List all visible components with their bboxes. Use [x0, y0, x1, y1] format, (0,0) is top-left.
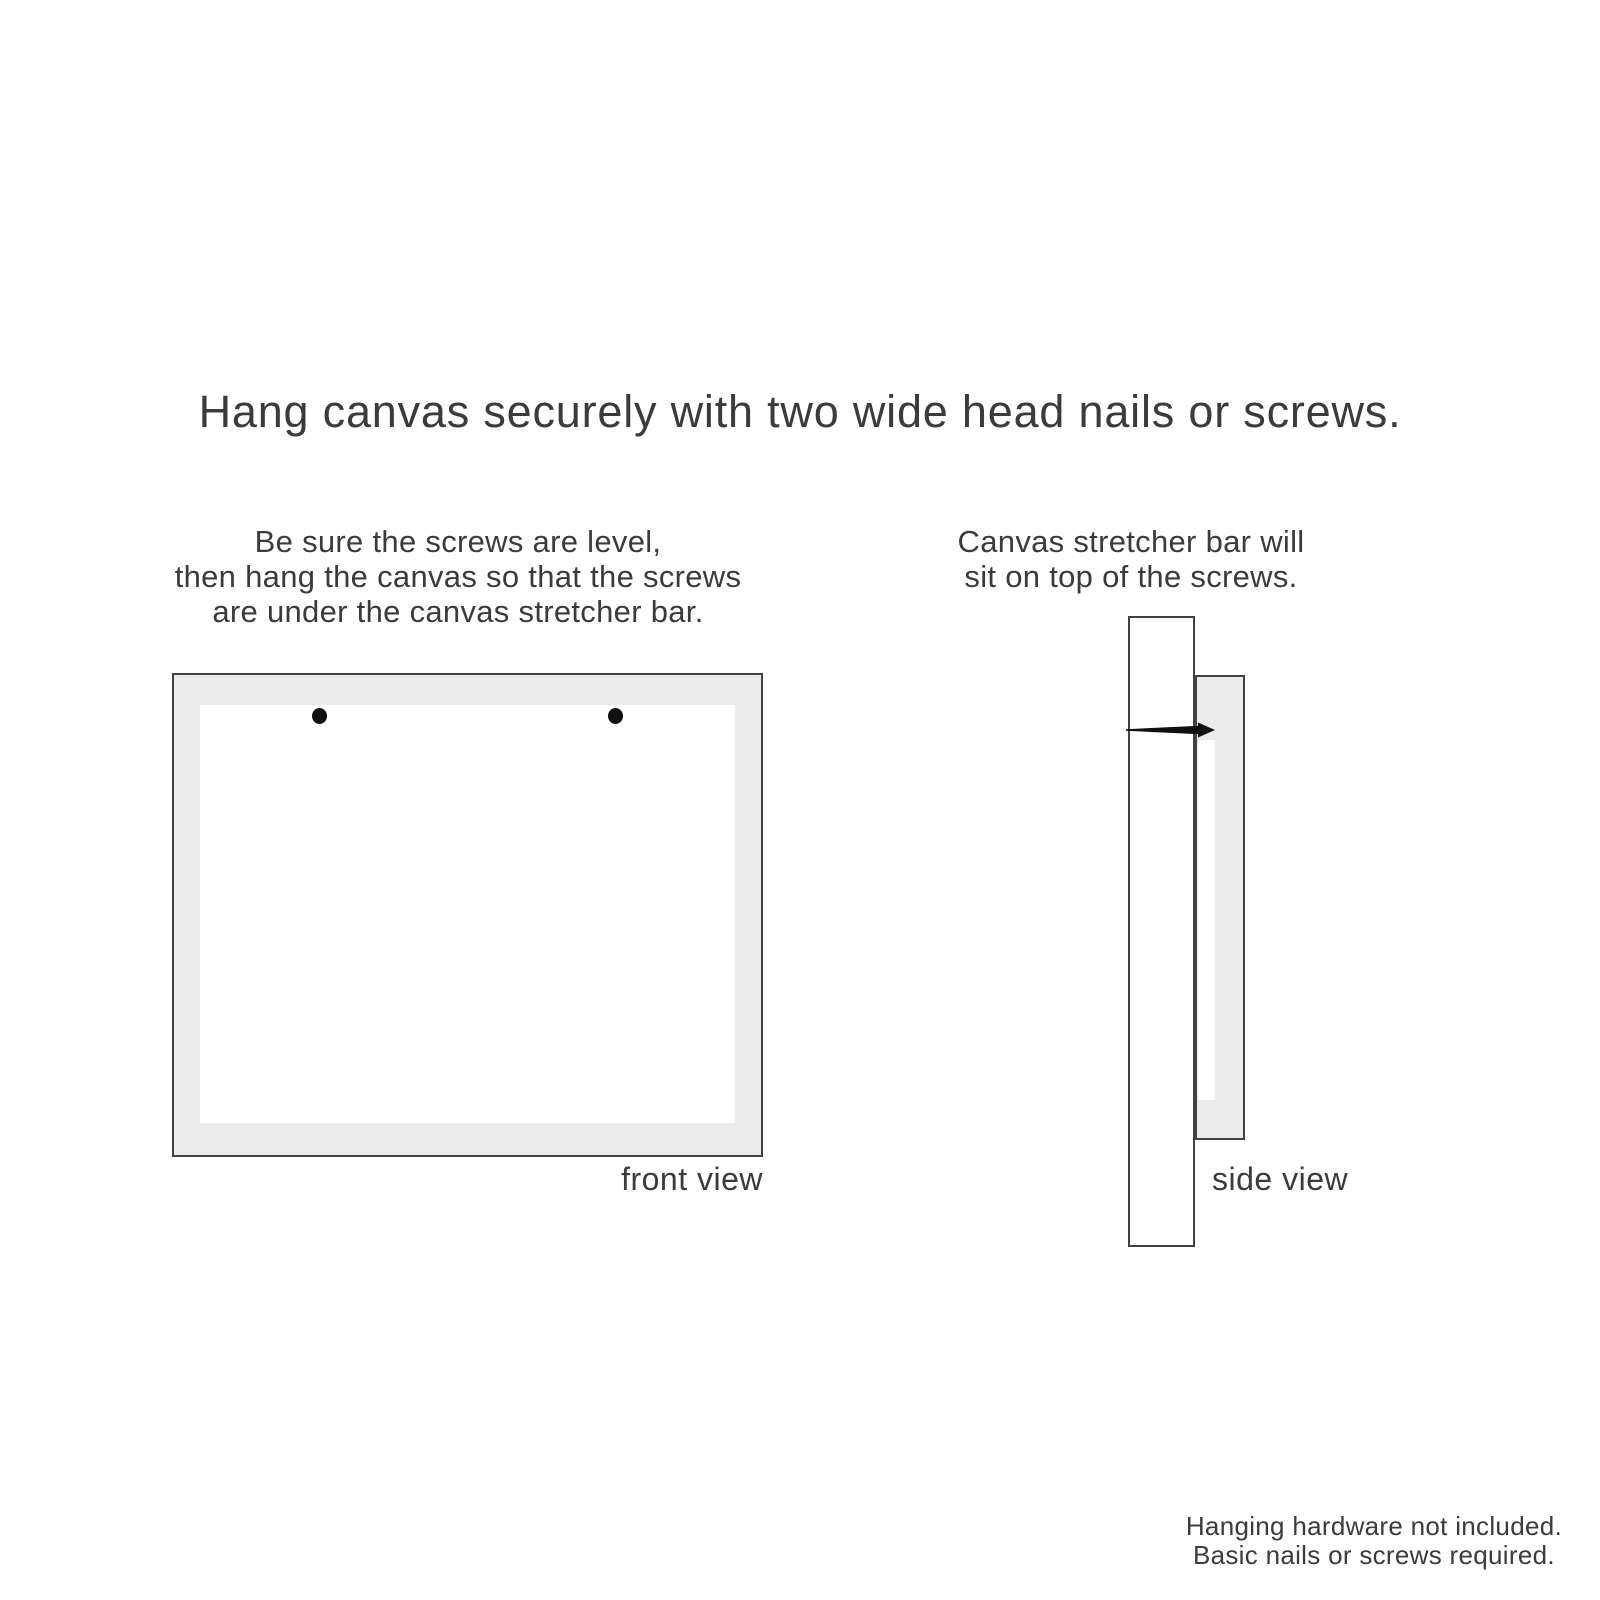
side-view-label: side view	[1212, 1161, 1349, 1197]
screw-dot-right-icon	[608, 708, 623, 724]
front-view-instruction-line-3: are under the canvas stretcher bar.	[212, 594, 704, 629]
front-view-instruction-line-2: then hang the canvas so that the screws	[174, 559, 742, 594]
hardware-note-line-2: Basic nails or screws required.	[1192, 1540, 1555, 1570]
side-view-instruction-line-2: sit on top of the screws.	[964, 559, 1298, 594]
side-view-instruction-line-1: Canvas stretcher bar will	[957, 524, 1305, 559]
hardware-note-line-1: Hanging hardware not included.	[1185, 1511, 1562, 1541]
canvas-side-face	[1198, 740, 1215, 1100]
front-view-instruction-line-1: Be sure the screws are level,	[254, 524, 662, 559]
front-view-label: front view	[621, 1161, 763, 1197]
front-view-instructions	[158, 524, 758, 629]
page-title: Hang canvas securely with two wide head nails or screws.	[198, 386, 1402, 437]
canvas-side-stretcher-bar	[1195, 675, 1245, 1140]
wall-bar	[1128, 616, 1195, 1247]
canvas-front-stretcher-frame	[172, 673, 763, 1157]
side-view-instructions	[931, 524, 1331, 594]
hardware-note	[1186, 1512, 1562, 1570]
screw-dot-left-icon	[312, 708, 327, 724]
canvas-front-face	[200, 705, 735, 1123]
nail-icon	[1126, 721, 1216, 739]
